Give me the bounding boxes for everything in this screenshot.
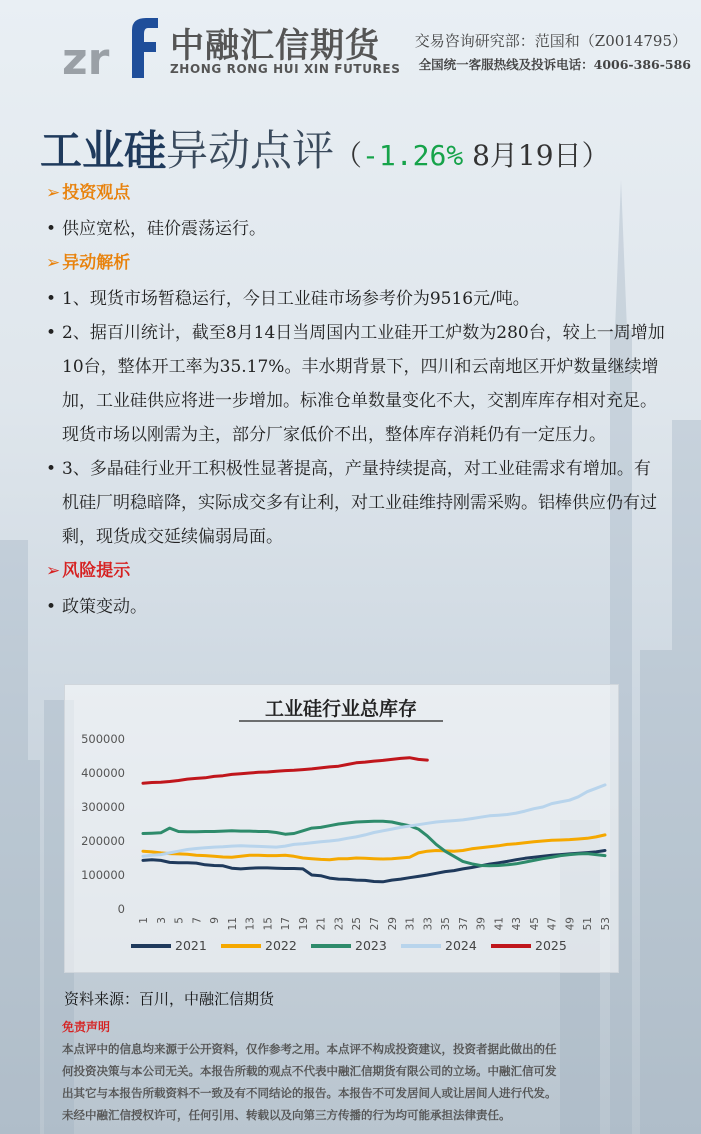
x-tick-label: 35 (440, 917, 453, 931)
list-item: • 1、现货市场暂稳运行，今日工业硅市场参考价为9516元/吨。 (46, 282, 666, 316)
legend-label-2023: 2023 (355, 938, 387, 953)
inventory-chart (64, 684, 619, 973)
x-tick-label: 25 (351, 917, 364, 931)
x-tick-label: 53 (600, 917, 612, 931)
y-tick-label: 300000 (81, 800, 125, 814)
bullet-icon: • (46, 597, 57, 617)
researcher-contact: 交易咨询研究部：范国和（Z0014795） (414, 32, 687, 50)
price-change-percent: -1.26% (362, 139, 464, 172)
x-tick-label: 29 (386, 917, 399, 931)
section-heading-view: ➢ 投资观点 (46, 180, 666, 206)
section-heading-risk: ➢ 风险提示 (46, 558, 666, 584)
x-tick-label: 3 (155, 917, 168, 924)
arrow-icon: ➢ (46, 253, 61, 273)
x-tick-label: 7 (191, 917, 204, 924)
x-tick-label: 33 (422, 917, 435, 931)
disclaimer-line: 出其它与本报告所载资料不一致及有不同结论的报告。本报告不可发居间人或让居间人进行代发。 (62, 1086, 557, 1100)
y-tick-label: 400000 (81, 766, 125, 780)
section-heading-analysis: ➢ 异动解析 (46, 250, 666, 276)
company-name-en: ZHONG RONG HUI XIN FUTURES (170, 62, 401, 76)
list-item: • 政策变动。 (46, 590, 666, 624)
y-tick-label: 500000 (81, 732, 125, 746)
x-tick-label: 31 (404, 917, 417, 931)
disclaimer-line: 本点评中的信息均来源于公开资料，仅作参考之用。本点评不构成投资建议，投资者据此做出的任 (62, 1042, 557, 1056)
title-subject: 异动点评 (166, 126, 335, 175)
x-tick-label: 21 (315, 917, 328, 931)
disclaimer-text (62, 1038, 642, 1126)
x-tick-label: 27 (369, 917, 381, 931)
page-title (40, 118, 610, 178)
company-logo-mark (62, 12, 162, 80)
x-tick-label: 15 (262, 917, 275, 931)
chart-canvas (65, 685, 618, 972)
list-item: • 3、多晶硅行业开工积极性显著提高，产量持续提高，对工业硅需求有增加。有机硅厂明稳暗降，实际成交多有让利，对工业硅维持刚需采购。铝棒供应仍有过剩，现货成交延续偏弱局面。 (46, 452, 666, 554)
legend-label-2024: 2024 (445, 938, 477, 953)
bullet-icon: • (46, 323, 57, 343)
x-tick-label: 11 (226, 917, 239, 931)
hotline: 全国统一客服热线及投诉电话：4006-386-586 (418, 57, 691, 72)
x-tick-label: 39 (475, 917, 488, 931)
legend-label-2022: 2022 (265, 938, 297, 953)
x-tick-label: 37 (457, 917, 470, 931)
disclaimer-line: 何投资决策与本公司无关。本报告所载的观点不代表中融汇信期货有限公司的立场。中融汇信可发 (62, 1064, 557, 1078)
x-tick-label: 43 (511, 917, 524, 931)
x-tick-label: 41 (493, 917, 506, 931)
y-tick-label: 0 (117, 902, 125, 916)
y-tick-label: 200000 (81, 834, 125, 848)
title-close-paren: ） (581, 139, 610, 172)
x-tick-label: 17 (280, 917, 293, 931)
arrow-icon: ➢ (46, 183, 61, 203)
x-tick-label: 23 (333, 917, 346, 931)
x-tick-label: 5 (173, 917, 186, 924)
x-tick-label: 47 (546, 917, 559, 931)
disclaimer-title: 免责声明 (62, 1020, 111, 1034)
legend-label-2025: 2025 (535, 938, 567, 953)
company-name-cn: 中融汇信期货 (170, 26, 380, 66)
arrow-icon: ➢ (46, 561, 61, 581)
x-tick-label: 45 (528, 917, 541, 931)
legend-label-2021: 2021 (175, 938, 207, 953)
commentary-body (46, 180, 666, 624)
header (0, 0, 701, 100)
list-item: • 2、据百川统计，截至8月14日当周国内工业硅开工炉数为280台，较上一周增加10台，整体开工率为35.17%。丰水期背景下，四川和云南地区开炉数量继续增加，工业硅供应将进一步增加。标准仓单数量变化不大，交割库库存相对充足。现货市场以刚需为主，部分厂家低价不出，整体库存消耗仍有一定压力。 (46, 316, 666, 452)
x-tick-label: 19 (297, 917, 310, 931)
list-item: • 供应宽松，硅价震荡运行。 (46, 212, 666, 246)
bullet-icon: • (46, 459, 57, 479)
bullet-icon: • (46, 289, 57, 309)
svg-text:zr: zr (62, 34, 110, 80)
series-line-2025 (143, 758, 427, 784)
x-tick-label: 51 (582, 917, 595, 931)
title-date: 8月19日 (472, 139, 582, 172)
title-open-paren: （ (334, 139, 363, 172)
x-tick-label: 9 (209, 917, 222, 924)
x-tick-label: 13 (244, 917, 257, 931)
title-product: 工业硅 (40, 126, 167, 175)
y-tick-label: 100000 (81, 868, 125, 882)
chart-title: 工业硅行业总库存 (264, 698, 418, 720)
disclaimer-line: 未经中融汇信授权许可，任何引用、转载以及向第三方传播的行为均可能承担法律责任。 (62, 1108, 511, 1122)
x-tick-label: 49 (564, 917, 577, 931)
bullet-icon: • (46, 219, 57, 239)
data-source: 资料来源：百川，中融汇信期货 (64, 990, 275, 1008)
x-tick-label: 1 (138, 917, 150, 924)
